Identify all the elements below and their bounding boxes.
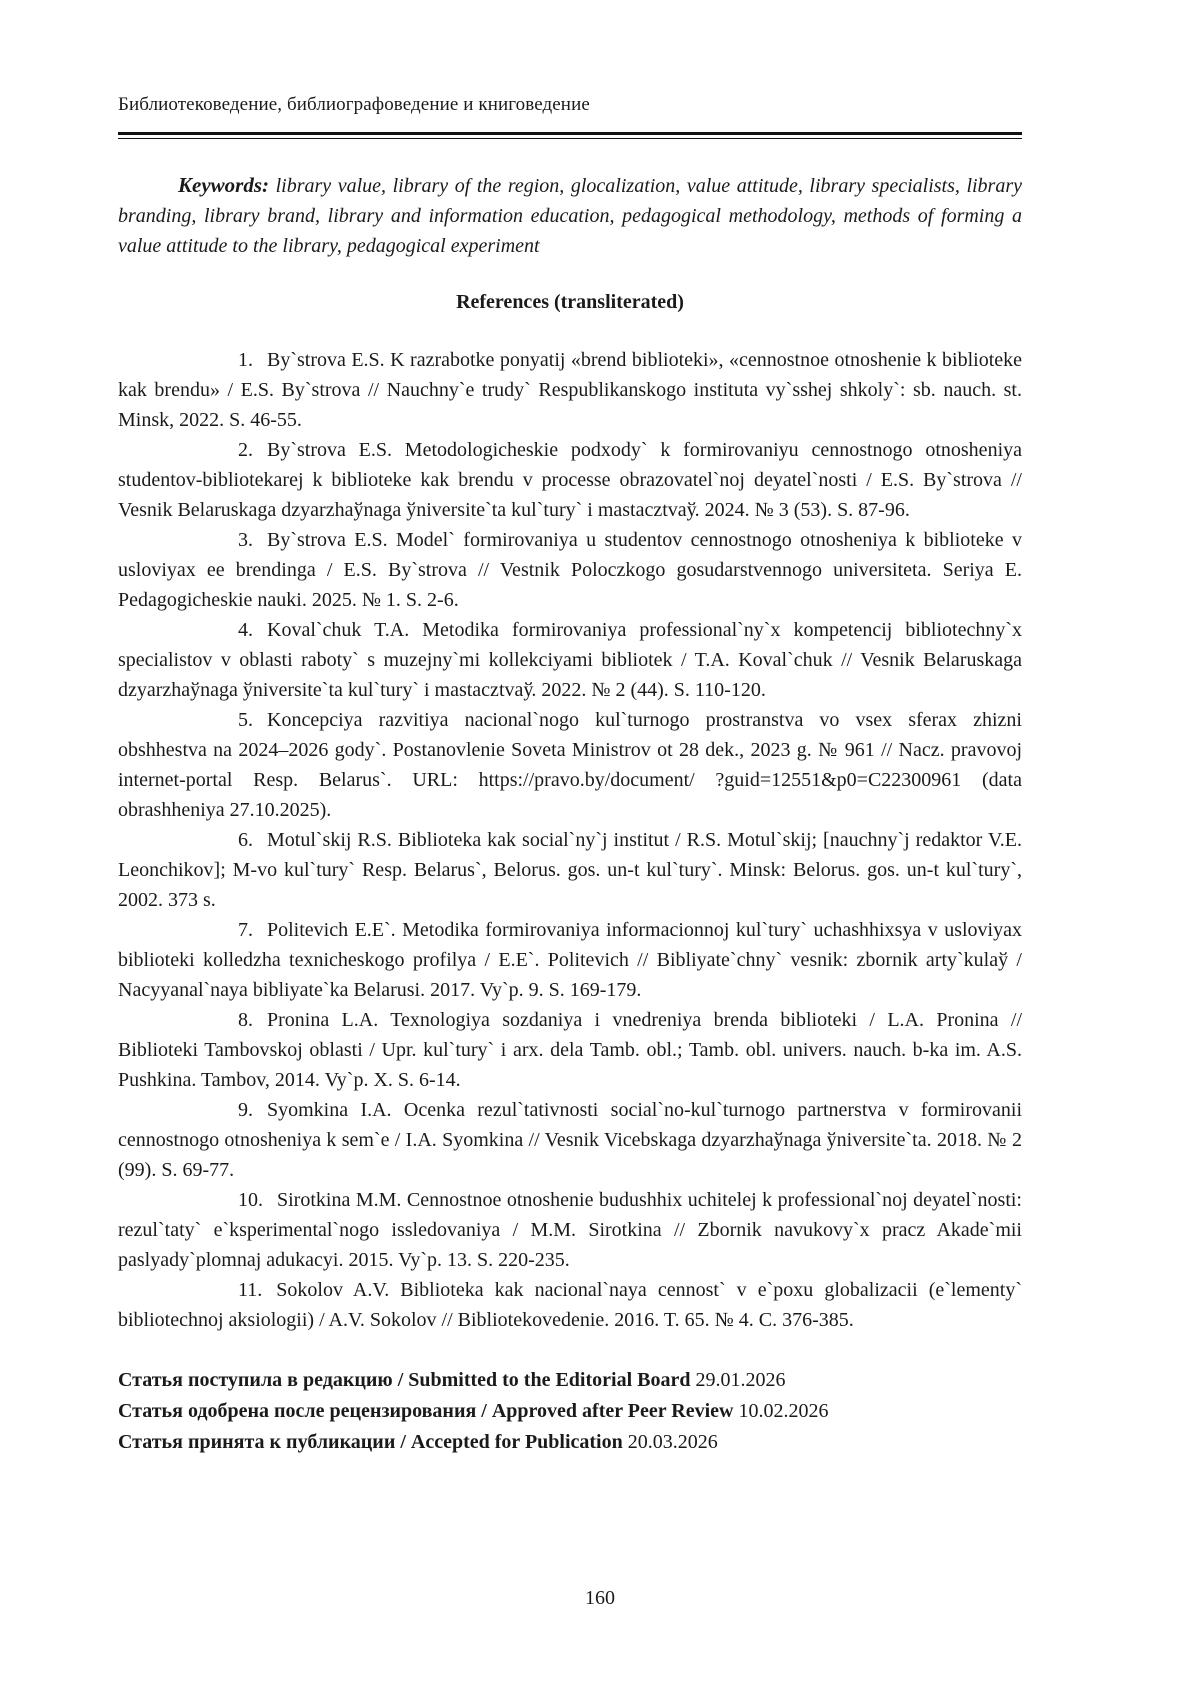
reference-text: Motul`skij R.S. Biblioteka kak social`ny`j institut / R.S. Motul`skij; [nauchny`j redaktor V.E. Leonchikov]; M-vo kul`tury` Resp. Belarus`, Belorus. gos. un-t kul`tury`. Minsk: Belorus. gos. un-t kul`tury`, 2002. 373 s. xyxy=(118,829,1022,911)
reference-item xyxy=(118,1275,1022,1335)
reference-text: By`strova E.S. K razrabotke ponyatij «brend biblioteki», «cennostnoe otnoshenie k biblioteke kak brendu» / E.S. By`strova // Nauchny`e trudy` Respublikanskogo instituta vy`sshej shkoly`: sb. nauch. st. Minsk, 2022. S. 46-55. xyxy=(118,349,1022,431)
date-label: Статья одобрена после рецензирования / Approved after Peer Review xyxy=(118,1400,734,1422)
reference-number: 3. xyxy=(238,529,253,551)
date-submitted xyxy=(118,1365,1022,1396)
reference-text: Politevich E.E`. Metodika formirovaniya informacionnoj kul`tury` uchashhixsya v usloviyax biblioteki kolledzha texnicheskogo profilya / E.E`. Politevich // Bibliyate`chny` vesnik: zbornik arty`kulaў / Nacyyanal`naya bibliyate`ka Belarusi. 2017. Vy`p. 9. S. 169-179. xyxy=(118,919,1022,1001)
reference-number: 6. xyxy=(238,829,253,851)
reference-list xyxy=(118,345,1022,1335)
date-label: Статья принята к публикации / Accepted for Publication xyxy=(118,1431,623,1453)
reference-item xyxy=(118,525,1022,615)
keywords-label: Keywords: xyxy=(178,173,269,197)
date-value: 20.03.2026 xyxy=(627,1431,718,1453)
running-header: Библиотековедение, библиографоведение и книговедение xyxy=(118,94,590,115)
reference-item xyxy=(118,915,1022,1005)
reference-item xyxy=(118,1095,1022,1185)
reference-text: Koval`chuk T.A. Metodika formirovaniya professional`ny`x kompetencij bibliotechny`x specialistov v oblasti raboty` s muzejny`mi kollekciyami bibliotek / T.A. Koval`chuk // Vesnik Belaruskaga dzyarzhaўnaga ўniversite`ta kul`tury` i mastacztvaў. 2022. № 2 (44). S. 110-120. xyxy=(118,619,1022,701)
reference-text: By`strova E.S. Model` formirovaniya u studentov cennostnogo otnosheniya k biblioteke v usloviyax ee brendinga / E.S. By`strova // Vestnik Poloczkogo gosudarstvennogo universiteta. Seriya E. Pedagogicheskie nauki. 2025. № 1. S. 2-6. xyxy=(118,529,1022,611)
reference-text: By`strova E.S. Metodologicheskie podxody` k formirovaniyu cennostnogo otnosheniya studentov-bibliotekarej k biblioteke kak brendu v processe obrazovatel`noj deyatel`nosti / E.S. By`strova // Vesnik Belaruskaga dzyarzhaўnaga ўniversite`ta kul`tury` i mastacztvaў. 2024. № 3 (53). S. 87-96. xyxy=(118,439,1022,521)
page-number: 160 xyxy=(585,1587,615,1609)
keywords-paragraph xyxy=(118,170,1022,261)
reference-number: 1. xyxy=(238,349,253,371)
reference-number: 10. xyxy=(238,1189,263,1211)
publication-dates xyxy=(118,1365,1022,1458)
reference-number: 4. xyxy=(238,619,253,641)
article-content xyxy=(118,170,1022,1458)
reference-text: Sokolov A.V. Biblioteka kak nacional`naya cennost` v e`poxu globalizacii (e`lementy` bibliotechnoj aksiologii) / A.V. Sokolov // Bibliotekovedenie. 2016. T. 65. № 4. C. 376-385. xyxy=(118,1279,1022,1331)
reference-text: Syomkina I.A. Ocenka rezul`tativnosti social`no-kul`turnogo partnerstva v formirovanii cennostnogo otnosheniya k sem`e / I.A. Syomkina // Vesnik Vicebskaga dzyarzhaўnaga ўniversite`ta. 2018. № 2 (99). S. 69-77. xyxy=(118,1099,1022,1181)
references-title: References (transliterated) xyxy=(456,291,684,313)
date-approved xyxy=(118,1396,1022,1427)
date-label: Статья поступила в редакцию / Submitted to the Editorial Board xyxy=(118,1369,691,1391)
header-rule-thick xyxy=(118,132,1022,135)
reference-number: 11. xyxy=(238,1279,263,1301)
reference-number: 8. xyxy=(238,1009,253,1031)
reference-item xyxy=(118,705,1022,825)
reference-number: 7. xyxy=(238,919,253,941)
reference-text: Koncepciya razvitiya nacional`nogo kul`turnogo prostranstva vo vsex sferax zhizni obshhestva na 2024–2026 gody`. Postanovlenie Soveta Ministrov ot 28 dek., 2023 g. № 961 // Nacz. pravovoj internet-portal Resp. Belarus`. URL: https://pravo.by/document/ ?guid=12551&p0=C22300961 (data obrashheniya 27.10.2025). xyxy=(118,709,1022,821)
reference-text: Sirotkina M.M. Cennostnoe otnoshenie budushhix uchitelej k professional`noj deyatel`nosti: rezul`taty` e`ksperimental`nogo issledovaniya / M.M. Sirotkina // Zbornik navukovy`x pracz Akade`mii paslyady`plomnaj adukacyi. 2015. Vy`p. 13. S. 220-235. xyxy=(118,1189,1022,1271)
reference-text: Pronina L.A. Texnologiya sozdaniya i vnedreniya brenda biblioteki / L.A. Pronina // Biblioteki Tambovskoj oblasti / Upr. kul`tury` i arx. dela Tamb. obl.; Tamb. obl. univers. nauch. b-ka im. A.S. Pushkina. Tambov, 2014. Vy`p. X. S. 6-14. xyxy=(118,1009,1022,1091)
reference-item xyxy=(118,435,1022,525)
reference-item xyxy=(118,1005,1022,1095)
date-value: 29.01.2026 xyxy=(695,1369,786,1391)
reference-item xyxy=(118,615,1022,705)
reference-number: 2. xyxy=(238,439,253,461)
reference-item xyxy=(118,345,1022,435)
reference-number: 5. xyxy=(238,709,253,731)
keywords-text: library value, library of the region, glocalization, value attitude, library specialists, library branding, library brand, library and information education, pedagogical methodology, methods of forming a value attitude to the library, pedagogical experiment xyxy=(118,175,1022,257)
date-accepted xyxy=(118,1427,1022,1458)
reference-number: 9. xyxy=(238,1099,253,1121)
date-value: 10.02.2026 xyxy=(738,1400,829,1422)
reference-item xyxy=(118,1185,1022,1275)
reference-item xyxy=(118,825,1022,915)
header-rule-thin xyxy=(118,138,1022,139)
